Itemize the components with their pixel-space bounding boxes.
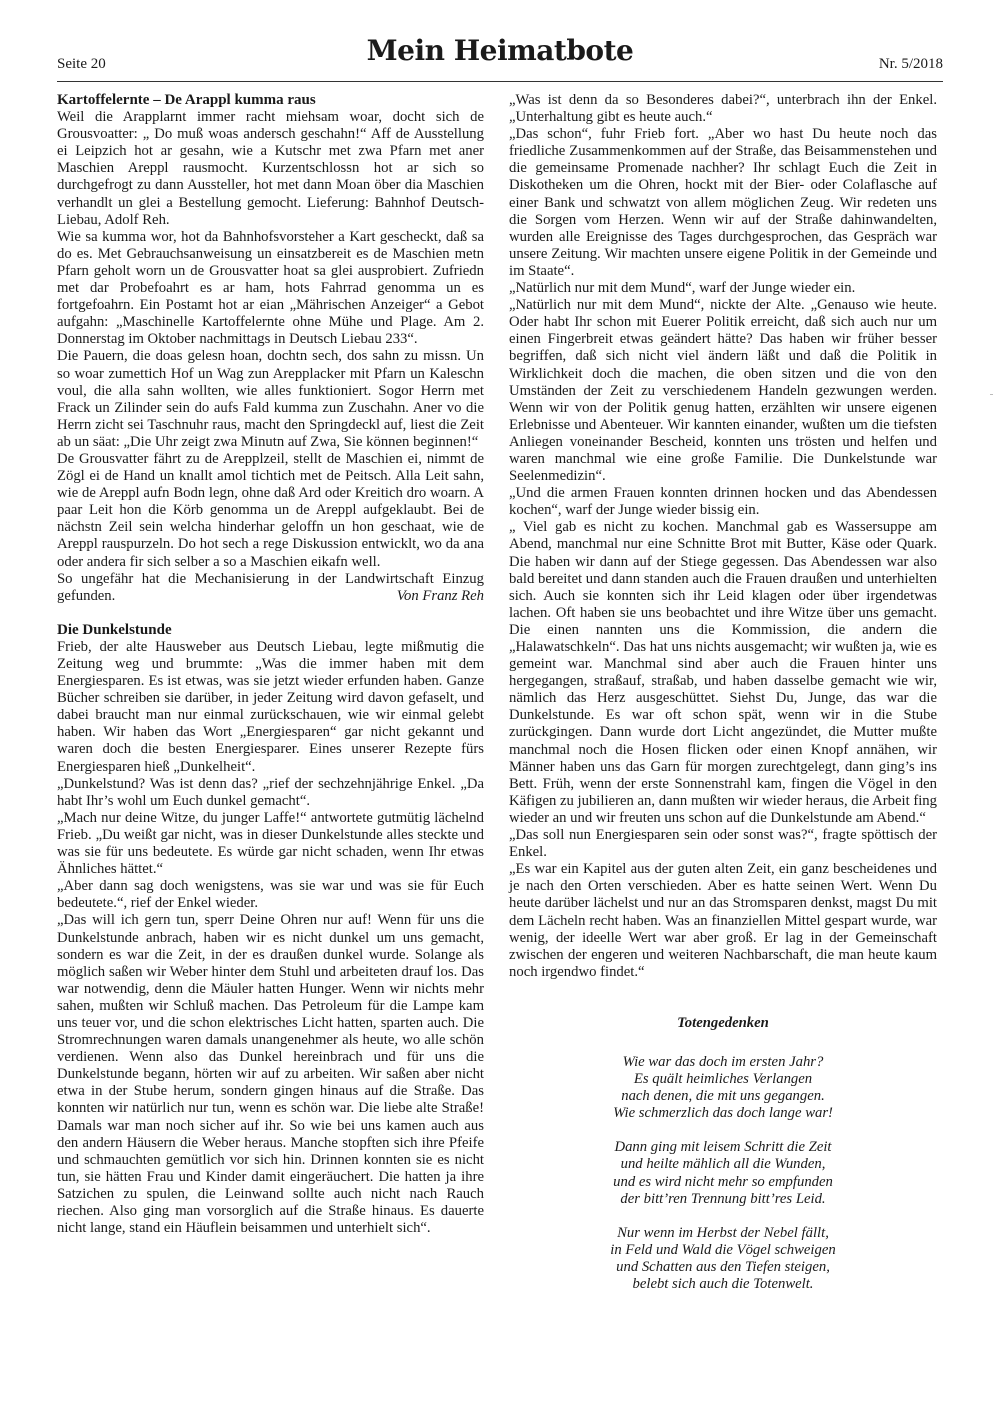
poem-line: Es quält heimliches Verlangen	[633, 1071, 813, 1088]
article-paragraph: „Dunkelstund? Was ist denn das? „rief der sechzehnjährige Enkel. „Da habt Ihr’s wohl um Euch dunkel gemacht“.	[57, 775, 484, 809]
article-paragraph: „Natürlich nur mit dem Mund“, nickte der Alte. „Genauso wie heute. Oder habt Ihr schon mit Euerer Politik erreicht, daß sich auch nur um einen Fingerbreit etwas geändert hätte? Das haben wir früher besser begriffen, daß sich nicht viel ändern läßt und daß die Politik in Wirklichkeit doch die machen, die oben sitzen und die von den Umständen der Zeit zu verschiedenem Handeln gezwungen werden. Wenn wir von der Politik genug hatten, erzählten wir unsere eigenen Erlebnisse und Abenteuer. Wir kannten einander, wußten um die tiefsten Anliegen voneinander Bescheid, konnten uns trösten und helfen und waren manchmal wie eine große Familie. Die Dunkelstunde war Seelenmedizin“.	[509, 297, 937, 485]
scan-mark	[990, 394, 993, 395]
poem-line: und heilte mählich all die Wunden,	[620, 1156, 826, 1173]
article-paragraph: „Was ist denn da so Besonderes dabei?“, unterbrach ihn der Enkel. „Unterhaltung gibt es heute auch.“	[509, 92, 937, 126]
article-paragraph: „Es war ein Kapitel aus der guten alten Zeit, ein ganz bescheidenes und je nach den Orten verschieden. Aber es hatte seinen Wert. Wenn Du heute darüber lächelst und nur an das Stromsparen denkst, magst Du mit dem Lächeln recht haben. Was an finanziellen Mittel gespart wurde, war wenig, der ideelle Wert war aber groß. Er lag in der Gemeinschaft zwischen der engeren und weiteren Nachbarschaft, die man heute kaum noch irgendwo findet.“	[509, 861, 937, 980]
article-title-kartoffelernte: Kartoffelernte – De Arappl kumma raus	[57, 92, 316, 108]
right-column	[509, 92, 937, 1310]
poem-stanza	[509, 1054, 937, 1122]
poem-stanza	[509, 1139, 937, 1207]
poem-line: in Feld und Wald die Vögel schweigen	[610, 1241, 836, 1258]
article-paragraph: Frieb, der alte Hausweber aus Deutsch Liebau, legte mißmutig die Zeitung weg und brummte: „Was die immer haben mit dem Energiesparen. Es ist etwas, was sie jetzt wieder erfunden haben. Ganze Bücher schreiben sie darüber, in jeder Zeitung wird davon gefaselt, und dabei braucht man nur einmal zurückschauen, wie wir einmal gelebt haben. Wir haben das Wort „Energiesparen“ gar nicht gekannt und waren doch die besten Energiesparer. Eines unserer Rezepte fürs Energiesparen hieß „Dunkelheit“.	[57, 638, 484, 775]
article-paragraph: „Das schon“, fuhr Frieb fort. „Aber wo hast Du heute noch das friedliche Zusammenkommen auf der Straße, das Beisammenstehen und die gemeinsame Promenade nachher? Ihr schlagt Euch die Zeit in Diskotheken um die Ohren, hockt mit der Bier- oder Colaflasche auf einer Bank und schwatzt von allem möglichen Zeug. Wir redeten uns die Sorgen vom Herzen. Wenn wir auf der Straße dahinwandelten, wurden alle Ereignisse des Tages durchgesprochen, das Gespräch war unsere Zeitung. Wir machten unsere eigene Politik in der Gemeinde und im Staate“.	[509, 126, 937, 279]
poem-line: nach denen, die mit uns gegangen.	[621, 1088, 825, 1105]
article-paragraph	[57, 571, 484, 605]
article-paragraph: „Das soll nun Energiesparen sein oder sonst was?“, fragte spöttisch der Enkel.	[509, 827, 937, 861]
article-paragraph: „Aber dann sag doch wenigstens, was sie war und was sie für Euch bedeutete.“, rief der Enkel wieder.	[57, 878, 484, 912]
masthead-logo: Mein Heimatbote	[366, 34, 634, 67]
poem-line: der bitt’ren Trennung bitt’res Leid.	[620, 1190, 826, 1207]
article-author: Von Franz Reh	[396, 587, 484, 604]
poem-line: und Schatten aus den Tiefen steigen,	[616, 1258, 830, 1275]
article-title-dunkelstunde: Die Dunkelstunde	[57, 621, 172, 638]
poem-line: belebt sich auch die Totenwelt.	[632, 1276, 814, 1292]
poem-line: und es wird nicht mehr so empfunden	[613, 1173, 833, 1190]
article-paragraph: „Das will ich gern tun, sperr Deine Ohren nur auf! Wenn für uns die Dunkelstunde anbrach, haben wir es nicht dunkel um uns gemacht, sondern es war die Zeit, in der es draußen dunkel wurde. Solange als möglich saßen wir Weber hinter dem Stuhl und arbeiteten drauf los. Das war notwendig, denn die Mäuler hatten Hunger. Wenn wir nichts mehr sahen, mußten wir Schluß machen. Das Petroleum für die Lampe kam uns teuer vor, und die schon elektrisches Licht hatten, sparten auch. Die Stromrechnungen waren damals unangenehmer als heute, wo alle schön verdienen. Wenn also das Dunkel hereinbrach und für uns die Dunkelstunde begann, hörten wir auf zu arbeiten. Wir saßen aber nicht etwa in der Stube herum, sondern gingen hinaus auf die Straße. Das konnten wir natürlich nur tun, wenn es schön war. Die liebe alte Straße! Damals war man noch sicher auf ihr. So wie bei uns kamen auch aus den andern Häusern die Weber heraus. Manche stopften sich ihre Pfeife und schmauchten gemütlich vor sich hin. Drinnen konnten sie es nicht tun, sie hätten Frau und Kinder damit eingeräuchert. Die hatten ja ihre Satzichen zu spulen, die Leinwand sollte auch nicht nach Rauch riechen. Also ging man vorsorglich auf die Straße hinaus. Es dauerte nicht lange, stand ein Häuflein beisammen und unterhielt sich“.	[57, 912, 484, 1237]
header-rule	[57, 81, 943, 82]
poem-line: Dann ging mit leisem Schritt die Zeit	[614, 1139, 832, 1156]
article-paragraph: „ Viel gab es nicht zu kochen. Manchmal gab es Wassersuppe am Abend, manchmal nur eine Schnitte Brot mit Butter, Käse oder Quark. Die haben wir dann auf der Stiege gegessen. Das Abendessen war also bald bereitet und dann standen auch die Frauen draußen und unterhielten sich. Auch sie konnten sich ihr Leid klagen oder über irgendetwas lachen. Oft haben sie uns beobachtet und ihre Witze über uns gemacht. Die einen nannten uns die Kommission, die andern die „Halawatschkeln“. Das hat uns nichts ausgemacht; wir wußten ja, wie es gemeint war. Manchmal sind aber auch die Frauen hinter uns hergegangen, straßauf, straßab, und haben dasselbe gemacht wie wir, nämlich das Herz ausgeschüttet. Siehst Du, Junge, das war die Dunkelstunde. Es war oft schon spät, wenn wir in die Stube zurückgingen. Dann wurde dort Licht angezündet, die Mutter mußte manchmal noch die Hosen flicken oder einen Knopf annähen, wir Männer haben uns das Garn für morgen zurechtgelegt, dann ging’s ins Bett. Früh, wenn der erste Sonnenstrahl kam, fingen die Vögel in den Käfigen zu jubilieren an, dann mußten wir wieder heraus, die Arbeit fing wieder an und wir freuten uns schon auf die Dunkelstunde am Abend.“	[509, 519, 937, 826]
article-paragraph: Weil die Arapplarnt immer racht miehsam woar, docht sich de Grousvoatter: „ Do muß woas andersch geschahn!“ Aff de Ausstellung ei Leipzich hot ar gesahn, wie a Kutschr met zwa Pfarn met aner Maschien Areppl rausmocht. Kurzentschlossn hot ar sich so durchgefrogt zu dann Aussteller, hot met dann Moan öber dia Maschien verhandlt un glei a Bestellung gemocht. Lieferung: Bahnhof Deutsch-Liebau, Adolf Reh.	[57, 109, 484, 228]
article-paragraph: „Natürlich nur mit dem Mund“, warf der Junge wieder ein.	[509, 280, 856, 297]
poem-stanza	[509, 1225, 937, 1293]
poem-line: Wie schmerzlich das doch lange war!	[613, 1105, 833, 1122]
article-paragraph: De Grousvatter fährt zu de Arepplzeil, stellt de Maschien ei, nimmt de Zögl ei de Hand un knallt amol tichtich met de Peitsch. Alla Leit sahn, wie de Areppl aufn Bodn legn, ohne daß Ard oder Kreitich dro woarn. A paar Leit hon die Körb genomma un de Areppl aufgeklaubt. Bei de nächstn Zeil sein welcha hinderhar geloffn un hon geschaat, wie de Areppl rauspurzeln. Do hot sech a rege Diskussion entwicklt, wo da ana oder andera fir sich selber a so a Maschien eikafn well.	[57, 450, 484, 570]
issue-number: Nr. 5/2018	[878, 56, 943, 72]
left-column	[57, 92, 484, 1237]
page-number: Seite 20	[57, 56, 106, 72]
article-paragraph: „Mach nur deine Witze, du junger Laffe!“ antwortete gutmütig lächelnd Frieb. „Du weißt gar nicht, was in dieser Dunkelstunde alles steckte und was sie für uns bedeutete. Es würde gar nicht schaden, wenn Ihr etwas Ähnliches hättet.“	[57, 809, 484, 878]
article-closing-text: So ungefähr hat die Mechanisierung in der Landwirtschaft Einzug gefunden.	[57, 570, 484, 604]
article-paragraph: Die Pauern, die doas gelesn hoan, dochtn sech, dos sahn zu missn. Un so woar zumettich Hof un Wag zun Arepplacker mit Pfarn un Kaleschn voul, die alla sahn wollten, wie alles funktioniert. Sogor Herrn met Frack un Zilinder sein do aufs Fald kumma zun Zuschahn. Aner vo die Herrn zicht sei Taschnuhr raus, macht den Springdeckl auf, liest die Zeit ab un säat: „Die Uhr zeigt zwa Minutn auf Zwa, Sie können beginnen!“	[57, 348, 484, 450]
poem-title: Totengedenken	[677, 1014, 769, 1031]
poem-line: Nur wenn im Herbst der Nebel fällt,	[617, 1224, 829, 1241]
article-paragraph: Wie sa kumma wor, hot da Bahnhofsvorsteher a Kart gescheckt, daß sa do es. Met Gebrauchsanweisung un einsatzbereit es de Maschien metn Pfarn geholt worn un de Grousvatter hoat sa glei ausprobiert. Zufriedn met dar Probefoahrt es ar ham, hots Fahrrad genomma un es fortgefoahrn. Ein Postamt hot ar eian „Mährischen Anzeiger“ a Gebot aufgahn: „Maschinelle Kartoffelernte ohne Mühe und Plage. Am 2. Donnerstag im Oktober nachmittags in Deutsch Liebau 233“.	[57, 228, 484, 348]
article-paragraph: „Und die armen Frauen konnten drinnen hocken und das Abendessen kochen“, warf der Junge wieder bissig ein.	[509, 485, 937, 519]
poem-line: Wie war das doch im ersten Jahr?	[622, 1053, 824, 1070]
page-header	[57, 30, 943, 78]
